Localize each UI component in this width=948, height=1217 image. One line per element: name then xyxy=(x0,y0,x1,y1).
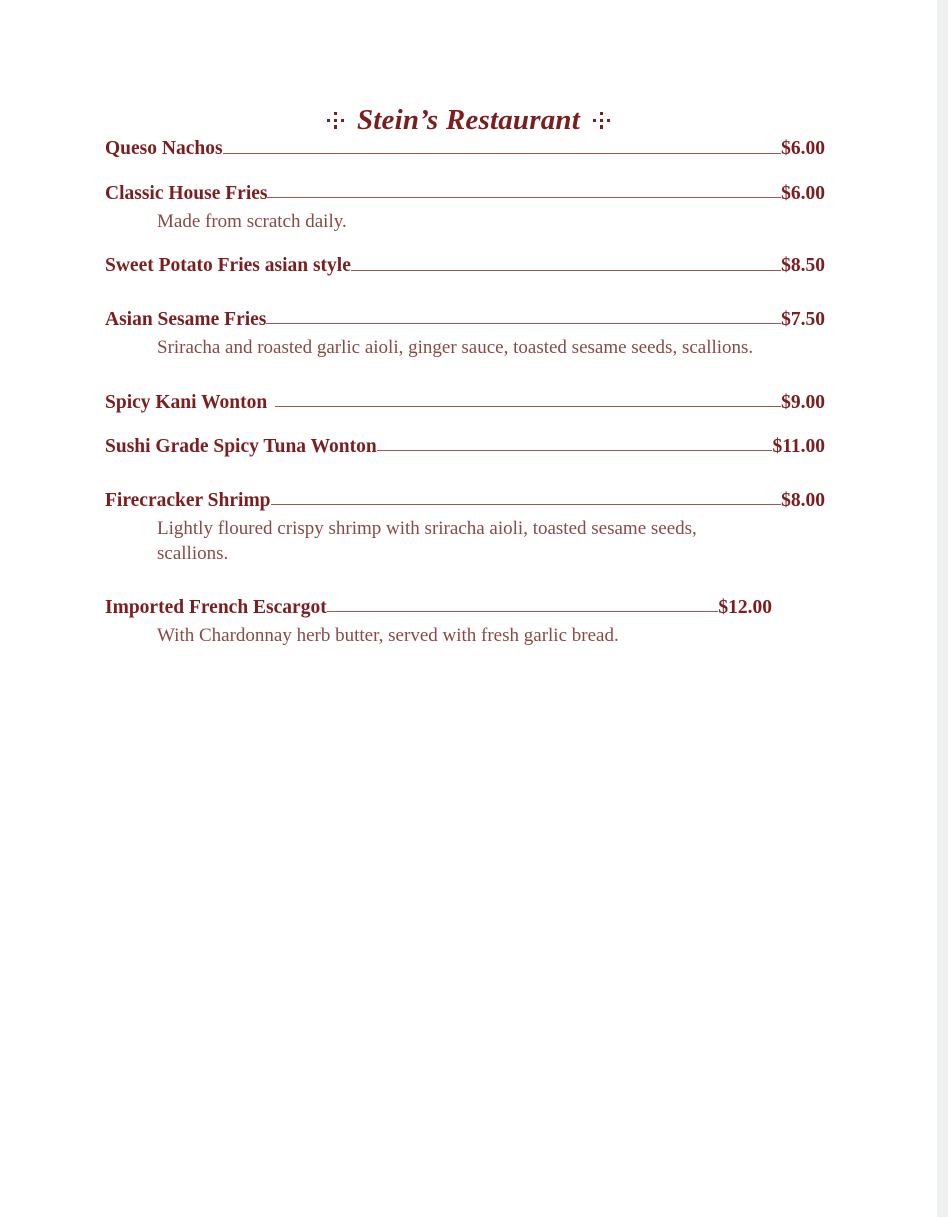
diamond-dots-ornament-right xyxy=(591,110,611,130)
menu-item-name: Sweet Potato Fries asian style xyxy=(105,255,351,277)
menu-item-name: Asian Sesame Fries xyxy=(105,308,267,330)
menu-item-price: $11.00 xyxy=(772,436,825,457)
menu-item-description: Lightly floured crispy shrimp with sriracha aioli, toasted sesame seeds, scallions. xyxy=(157,517,697,564)
price-leader-rule xyxy=(267,179,781,199)
menu-item-name: Imported French Escargot xyxy=(105,597,327,619)
menu-item xyxy=(0,135,937,161)
menu-item xyxy=(0,594,937,649)
menu-item-price: $6.00 xyxy=(781,138,825,160)
price-leader-rule xyxy=(351,252,781,272)
price-leader-rule xyxy=(275,388,781,408)
menu-item-description: With Chardonnay herb butter, served with fresh garlic bread. xyxy=(157,625,619,647)
menu-item-line xyxy=(105,594,772,620)
price-leader-rule xyxy=(327,594,719,614)
price-leader-rule xyxy=(266,305,781,325)
restaurant-title-block xyxy=(0,0,937,135)
menu-item-price: $7.50 xyxy=(781,308,825,330)
menu-list xyxy=(0,135,937,648)
menu-item-name: Queso Nachos xyxy=(105,138,223,160)
menu-item-name: Classic House Fries xyxy=(105,182,268,204)
price-leader-rule xyxy=(223,135,782,155)
page-title xyxy=(326,104,612,135)
menu-item xyxy=(0,388,937,414)
menu-item-line xyxy=(105,179,825,205)
price-leader-rule xyxy=(271,486,782,506)
menu-item xyxy=(0,486,937,566)
menu-item xyxy=(0,252,937,278)
menu-item-line xyxy=(105,135,825,161)
menu-item-line xyxy=(105,252,825,278)
menu-item-line xyxy=(105,305,825,331)
menu-item-price: $8.50 xyxy=(781,255,825,277)
menu-item-price: $9.00 xyxy=(781,391,825,413)
menu-item-line xyxy=(105,486,825,512)
diamond-dots-ornament-left xyxy=(326,110,346,130)
menu-item-price: $12.00 xyxy=(718,597,772,619)
menu-item-price: $6.00 xyxy=(781,182,825,204)
price-leader-rule xyxy=(377,433,773,453)
menu-item xyxy=(0,305,937,360)
menu-item xyxy=(0,179,937,234)
menu-item-name: Spicy Kani Wonton xyxy=(105,391,268,413)
menu-item xyxy=(0,433,937,459)
menu-item-line xyxy=(105,433,825,459)
menu-item-description: Made from scratch daily. xyxy=(157,210,347,232)
menu-item-line xyxy=(105,388,825,414)
menu-item-description: Sriracha and roasted garlic aioli, ginger sauce, toasted sesame seeds, scallions. xyxy=(157,336,754,358)
menu-item-price: $8.00 xyxy=(781,489,825,511)
menu-item-name: Sushi Grade Spicy Tuna Wonton xyxy=(105,436,377,457)
restaurant-name: Stein’s Restaurant xyxy=(356,103,581,136)
menu-item-name: Firecracker Shrimp xyxy=(105,489,271,511)
